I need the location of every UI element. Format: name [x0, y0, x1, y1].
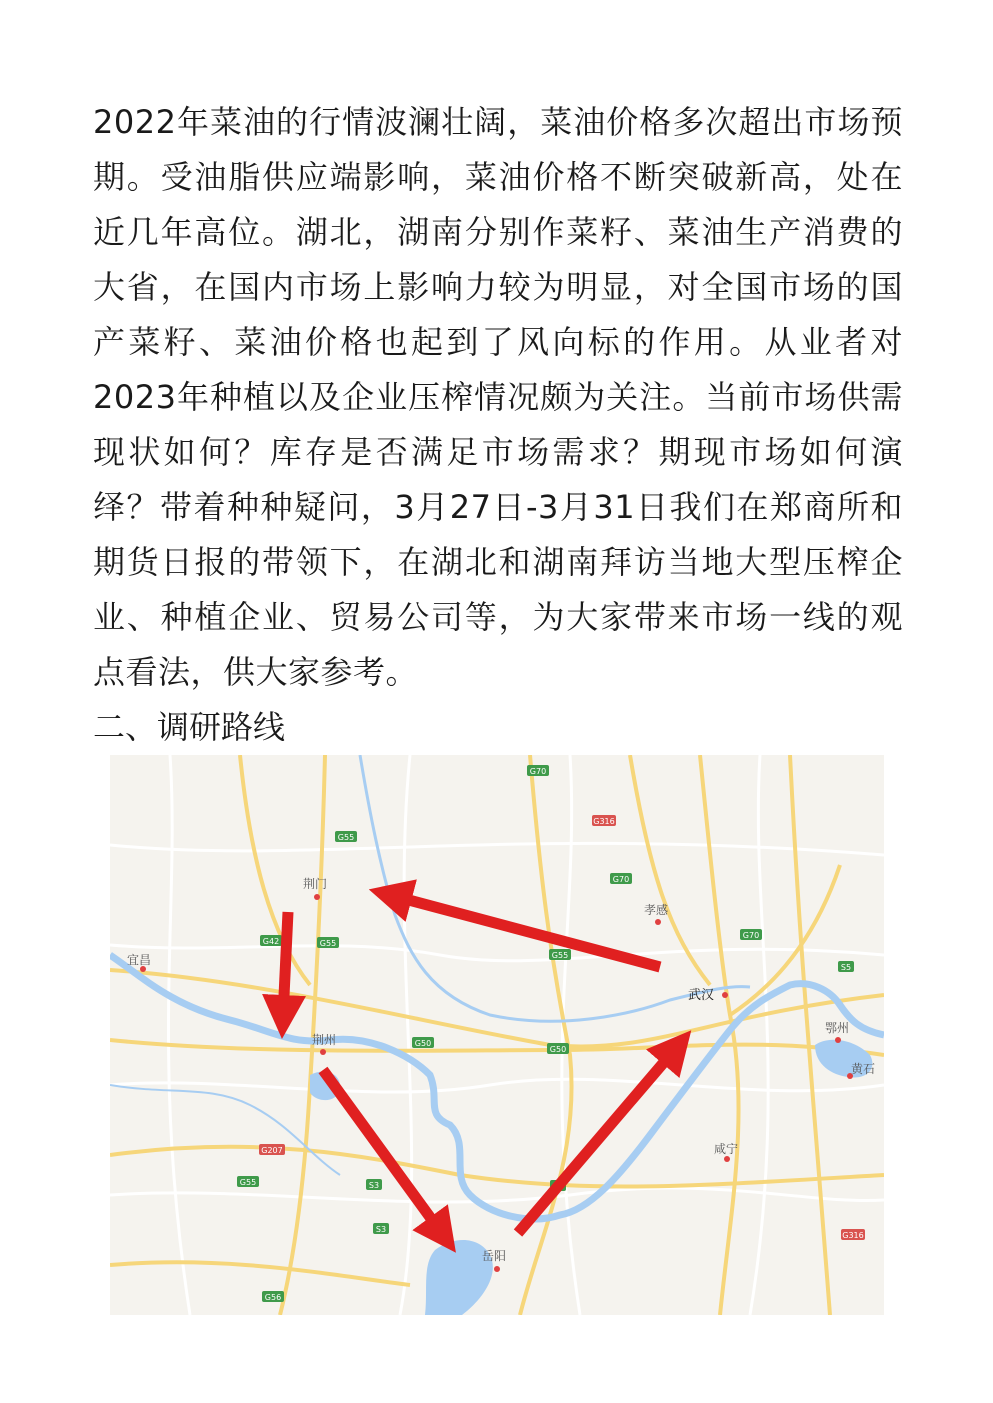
svg-text:G70: G70 — [612, 875, 630, 884]
svg-text:S5: S5 — [552, 1182, 564, 1191]
shield-14 — [237, 1176, 259, 1187]
shield-2 — [335, 831, 357, 842]
svg-text:G50: G50 — [414, 1039, 432, 1048]
shield-18 — [262, 1291, 284, 1302]
shield-17 — [841, 1229, 865, 1240]
shield-12 — [547, 1043, 569, 1054]
svg-text:岳阳: 岳阳 — [482, 1249, 507, 1263]
shield-16 — [373, 1223, 389, 1234]
shield-5 — [260, 935, 282, 946]
route-map — [110, 755, 884, 1315]
svg-text:S5: S5 — [840, 963, 852, 972]
svg-text:G55: G55 — [337, 833, 355, 842]
svg-text:武汉: 武汉 — [688, 988, 715, 1003]
svg-text:G56: G56 — [264, 1293, 282, 1302]
svg-text:G55: G55 — [319, 939, 337, 948]
shield-4 — [610, 873, 632, 884]
shield-15 — [366, 1179, 382, 1190]
section-heading: 二、调研路线 — [93, 708, 286, 746]
article-body — [93, 95, 903, 700]
shield-1 — [527, 765, 549, 776]
svg-text:G42: G42 — [262, 937, 280, 946]
svg-text:G316: G316 — [593, 817, 615, 826]
svg-text:荆州: 荆州 — [312, 1033, 337, 1047]
svg-text:鄂州: 鄂州 — [825, 1021, 850, 1035]
svg-text:黄石: 黄石 — [851, 1062, 876, 1076]
svg-text:S3: S3 — [375, 1225, 387, 1234]
shield-8 — [549, 949, 571, 960]
shield-6 — [317, 937, 339, 948]
svg-text:咸宁: 咸宁 — [714, 1142, 739, 1156]
svg-text:G70: G70 — [529, 767, 547, 776]
arrow-jingmen-to-jingzhou — [283, 912, 288, 1017]
svg-text:孝感: 孝感 — [644, 903, 669, 917]
shield-13 — [259, 1144, 285, 1155]
shield-7 — [740, 929, 762, 940]
svg-text:G50: G50 — [549, 1045, 567, 1054]
shield-11 — [412, 1037, 434, 1048]
svg-text:G207: G207 — [261, 1146, 283, 1155]
svg-text:荆门: 荆门 — [303, 877, 328, 891]
shield-9 — [838, 961, 854, 972]
shield-3 — [592, 815, 616, 826]
svg-text:G55: G55 — [239, 1178, 257, 1187]
intro-paragraph: 2022年菜油的行情波澜壮阔，菜油价格多次超出市场预期。受油脂供应端影响，菜油价格不断突破新高，处在近几年高位。湖北，湖南分别作菜籽、菜油生产消费的大省，在国内市场上影响力较为明显，对全国市场的国产菜籽、菜油价格也起到了风向标的作用。从业者对2023年种植以及企业压榨情况颇为关注。当前市场供需现状如何？库存是否满足市场需求？期现市场如何演绎？带着种种疑问，3月27日-3月31日我们在郑商所和期货日报的带领下，在湖北和湖南拜访当地大型压榨企业、种植企业、贸易公司等，为大家带来市场一线的观点看法，供大家参考。 — [93, 103, 903, 691]
svg-text:G316: G316 — [842, 1231, 864, 1240]
svg-text:宜昌: 宜昌 — [127, 953, 152, 967]
svg-text:S3: S3 — [368, 1181, 380, 1190]
svg-text:G70: G70 — [742, 931, 760, 940]
svg-text:G55: G55 — [551, 951, 569, 960]
